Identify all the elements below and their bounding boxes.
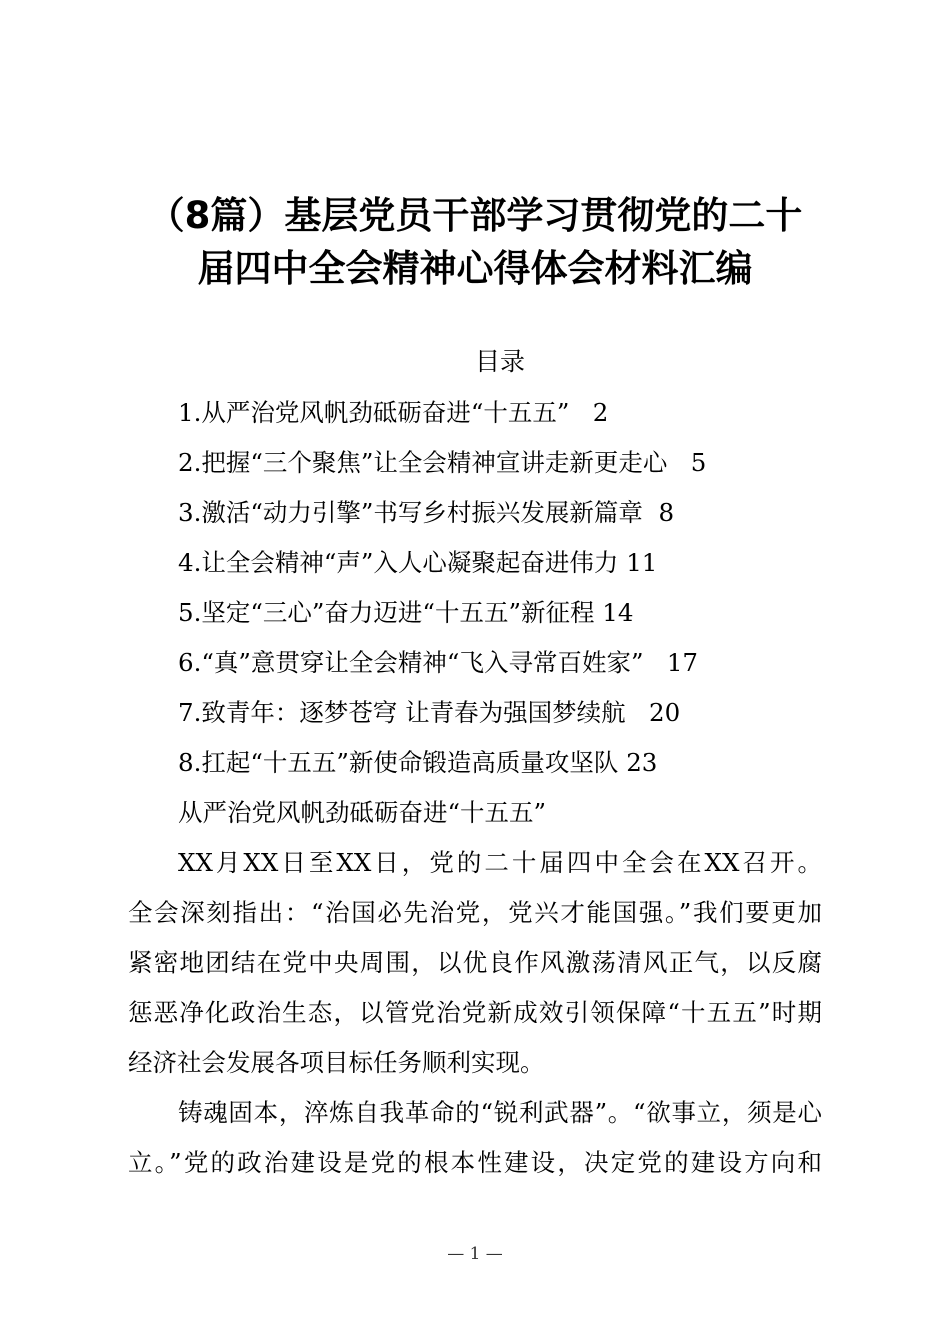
toc-heading: 目录 [474,347,525,376]
paragraph-line: 紧密地团结在党中央周围，以优良作风激荡清风正气，以反腐 [128,948,822,977]
paragraph-line: XX月XX日至XX日，党的二十届四中全会在XX召开。 [178,848,822,877]
page-number: — 1 — [447,1244,503,1264]
toc-item[interactable]: 7.致青年：逐梦苍穹 让青春为强国梦续航 20 [178,698,681,727]
toc-item[interactable]: 3.激活“动力引擎”书写乡村振兴发展新篇章 8 [178,498,675,527]
title-line-1: （8篇）基层党员干部学习贯彻党的二十 [147,194,803,237]
toc-item[interactable]: 4.让全会精神“声”入人心凝聚起奋进伟力 11 [178,548,658,577]
paragraph-line: 铸魂固本，淬炼自我革命的“锐利武器”。“欲事立，须是心 [178,1098,822,1127]
toc-item[interactable]: 8.扛起“十五五”新使命锻造高质量攻坚队 23 [178,748,658,777]
title-line-2: 届四中全会精神心得体会材料汇编 [197,247,753,290]
toc-item[interactable]: 5.坚定“三心”奋力迈进“十五五”新征程 14 [178,598,634,627]
toc-item[interactable]: 2.把握“三个聚焦”让全会精神宣讲走新更走心 5 [178,448,707,477]
paragraph-line: 经济社会发展各项目标任务顺利实现。 [128,1048,545,1077]
paragraph-line: 惩恶净化政治生态，以管党治党新成效引领保障“十五五”时期 [128,998,822,1027]
paragraph-line: 全会深刻指出：“治国必先治党，党兴才能国强。”我们要更加 [128,898,822,927]
article-heading: 从严治党风帆劲砥砺奋进“十五五” [178,798,547,827]
toc-item[interactable]: 6.“真”意贯穿让全会精神“飞入寻常百姓家” 17 [178,648,699,677]
paragraph-line: 立。”党的政治建设是党的根本性建设，决定党的建设方向和 [128,1148,822,1177]
toc-item[interactable]: 1.从严治党风帆劲砥砺奋进“十五五” 2 [178,398,609,427]
